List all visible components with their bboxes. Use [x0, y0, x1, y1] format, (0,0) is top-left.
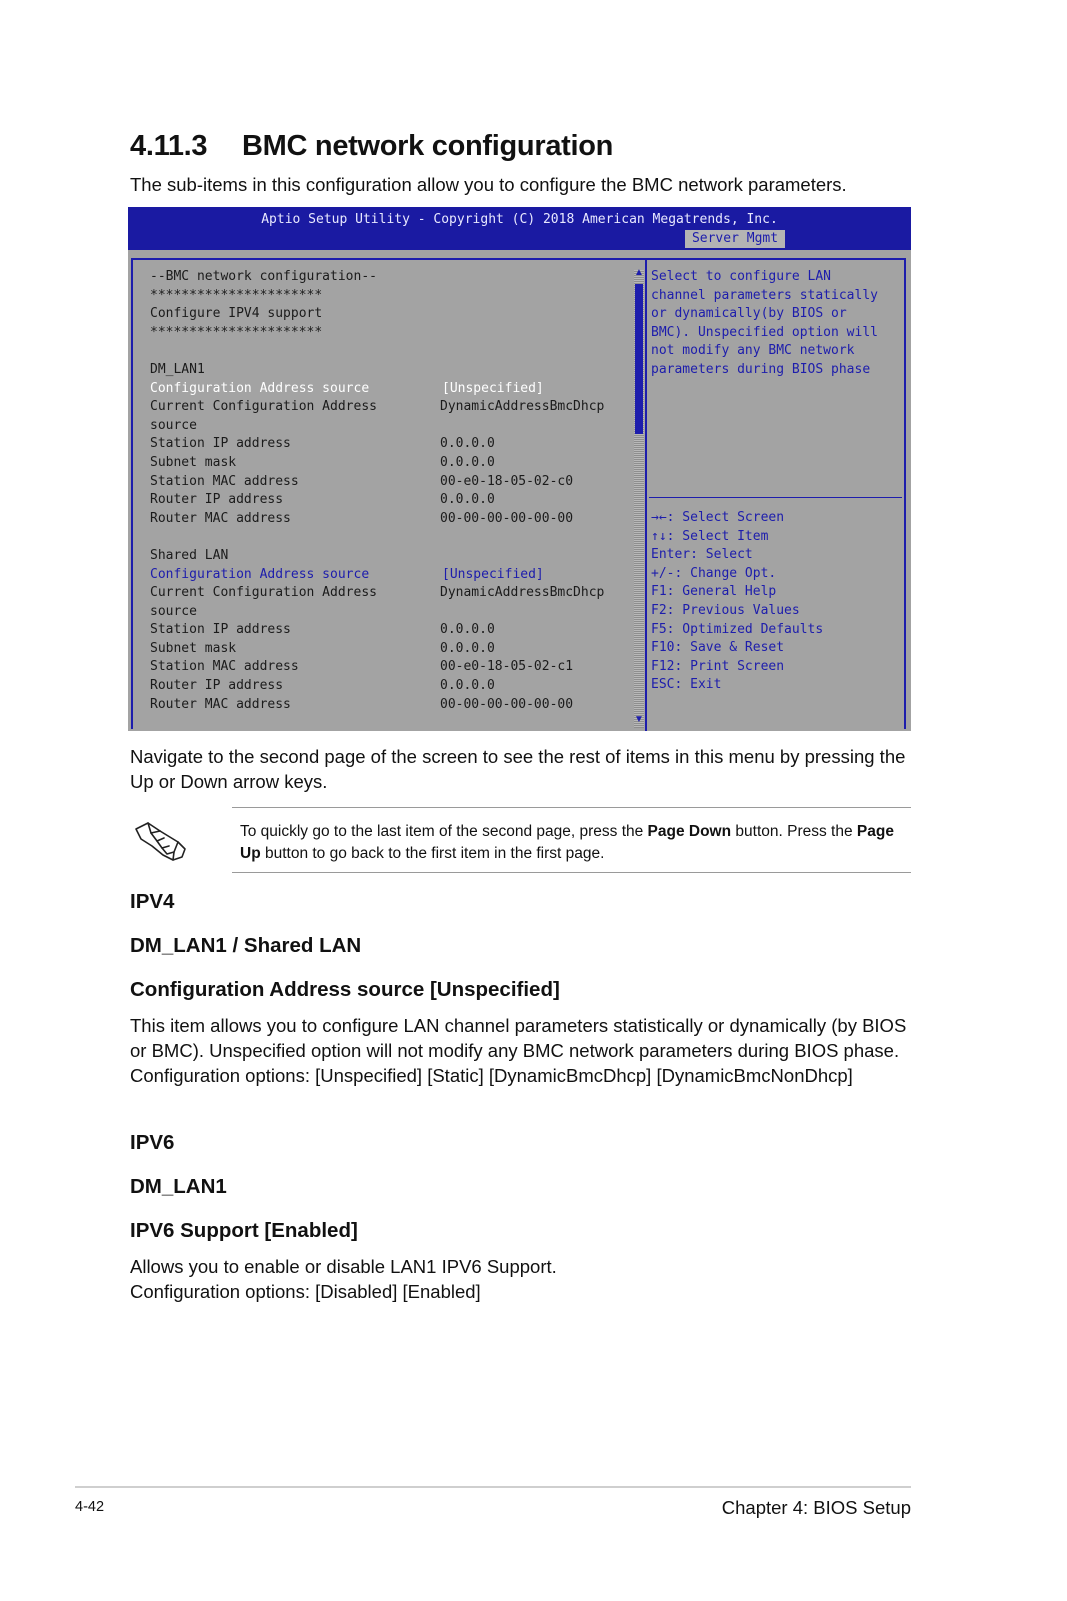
bios-title: Aptio Setup Utility - Copyright (C) 2018 American Megatrends, Inc. [261, 212, 778, 227]
key-hint: F12: Print Screen [651, 658, 785, 674]
bios-title-bar [128, 207, 911, 250]
page-down-key: Page Down [647, 823, 732, 840]
bios-header-line: --BMC network configuration-- [150, 269, 377, 284]
shared-lan-router-ip: Router IP address 0.0.0.0 [150, 678, 495, 694]
key-hint: Enter: Select [651, 547, 753, 563]
hand-note-icon [133, 815, 191, 863]
key-hint: F10: Save & Reset [651, 640, 785, 656]
bios-blank-line [150, 528, 630, 547]
shared-lan-config-source-value: [Unspecified] [442, 566, 544, 582]
dm-lan1-station-mac: Station MAC address 00-e0-18-05-02-c0 [150, 473, 574, 489]
note-bottom-rule [232, 872, 911, 873]
key-hint: ↑↓: Select Item [651, 528, 769, 544]
key-hint: F5: Optimized Defaults [651, 621, 824, 637]
ipv6-support-options: Configuration options: [Disabled] [Enabled] [130, 1281, 481, 1302]
ipv6-support-heading: IPV6 Support [Enabled] [130, 1219, 358, 1242]
bios-settings-panel [150, 268, 630, 714]
bios-help-divider [649, 497, 902, 498]
help-line: channel parameters statically [651, 287, 878, 303]
help-line: or dynamically(by BIOS or [651, 306, 847, 322]
help-line: not modify any BMC network [651, 343, 855, 359]
ipv6-heading: IPV6 [130, 1131, 175, 1154]
bios-scrollbar[interactable] [634, 270, 644, 728]
footer-rule [75, 1486, 911, 1488]
shared-lan-config-source-option[interactable]: Configuration Address source [Unspecified] [150, 566, 630, 585]
dm-lan1-config-source-option[interactable]: Configuration Address source [Unspecified] [150, 380, 630, 399]
page-up-key: Page Up [240, 823, 894, 862]
help-line: parameters during BIOS phase [651, 361, 871, 377]
config-address-source-heading: Configuration Address source [Unspecified] [130, 978, 560, 1001]
ipv4-lan-heading: DM_LAN1 / Shared LAN [130, 934, 362, 957]
navigate-paragraph: Navigate to the second page of the screen to see the rest of items in this menu by pressing the Up or Down arrow keys. [130, 746, 906, 792]
chapter-title: Chapter 4: BIOS Setup [721, 1497, 911, 1518]
config-address-source-description: This item allows you to configure LAN channel parameters statistically or dynamically (by BIOS or BMC). Unspecified option will not modify any BMC network parameters during BIOS phase. Configuration options: [Unspecified] [Static] [DynamicBmcDhcp] [DynamicBmcNonDhcp] [130, 1013, 915, 1088]
key-hint: ESC: Exit [651, 677, 722, 693]
bios-header-line: ********************** [150, 287, 323, 303]
dm-lan1-heading: DM_LAN1 [150, 361, 205, 377]
bios-header-line: ********************** [150, 324, 323, 340]
help-line: BMC). Unspecified option will [651, 324, 878, 340]
tab-server-mgmt[interactable]: Server Mgmt [685, 230, 785, 248]
note-text: To quickly go to the last item of the second page, press the Page Down button. Press the Page Up button to go back to the first item in the first page. [240, 823, 894, 862]
bios-help-panel [651, 268, 878, 380]
dm-lan1-router-ip: Router IP address 0.0.0.0 [150, 492, 495, 508]
ipv4-heading: IPV4 [130, 890, 175, 913]
ipv6-support-description: Allows you to enable or disable LAN1 IPV6 Support. Configuration options: [Disabled] [Enabled] [130, 1254, 915, 1304]
config-address-source-options: Configuration options: [Unspecified] [Static] [DynamicBmcDhcp] [DynamicBmcNonDhcp] [130, 1065, 853, 1086]
shared-lan-station-ip: Station IP address 0.0.0.0 [150, 622, 495, 638]
shared-lan-router-mac: Router MAC address 00-00-00-00-00-00 [150, 696, 574, 712]
section-number: 4.11.3 [130, 130, 208, 162]
dm-lan1-subnet-mask: Subnet mask 0.0.0.0 [150, 454, 495, 470]
dm-lan1-current-config-cont: source [150, 417, 197, 433]
bios-blank-line [150, 342, 630, 361]
dm-lan1-current-config: Current Configuration Address DynamicAddressBmcDhcp [150, 399, 605, 415]
scroll-up-arrow-icon[interactable]: ▲ [634, 267, 644, 278]
section-title: BMC network configuration [242, 130, 614, 162]
help-line: Select to configure LAN [651, 269, 832, 284]
section-heading [130, 130, 613, 163]
ipv6-lan-heading: DM_LAN1 [130, 1175, 227, 1198]
key-hint: F1: General Help [651, 584, 777, 600]
dm-lan1-config-source-value: [Unspecified] [442, 380, 544, 396]
key-hint: +/-: Change Opt. [651, 565, 777, 581]
shared-lan-station-mac: Station MAC address 00-e0-18-05-02-c1 [150, 659, 574, 675]
bios-header-line: Configure IPV4 support [150, 306, 323, 322]
page-number: 4-42 [75, 1499, 105, 1515]
key-hint: F2: Previous Values [651, 602, 800, 618]
key-hint: →←: Select Screen [651, 510, 785, 525]
shared-lan-current-config-cont: source [150, 603, 197, 619]
shared-lan-subnet-mask: Subnet mask 0.0.0.0 [150, 640, 495, 656]
bios-key-legend [651, 509, 823, 695]
bios-scroll-thumb[interactable] [635, 284, 643, 434]
shared-lan-current-config: Current Configuration Address DynamicAddressBmcDhcp [150, 585, 605, 601]
scroll-down-arrow-icon[interactable]: ▼ [634, 714, 644, 725]
bios-divider [645, 258, 647, 731]
bios-screenshot [128, 207, 911, 731]
shared-lan-heading: Shared LAN [150, 547, 229, 563]
dm-lan1-station-ip: Station IP address 0.0.0.0 [150, 436, 495, 452]
dm-lan1-router-mac: Router MAC address 00-00-00-00-00-00 [150, 510, 574, 526]
section-intro: The sub-items in this configuration allow you to configure the BMC network parameters. [130, 174, 847, 195]
note-top-rule [232, 807, 911, 808]
